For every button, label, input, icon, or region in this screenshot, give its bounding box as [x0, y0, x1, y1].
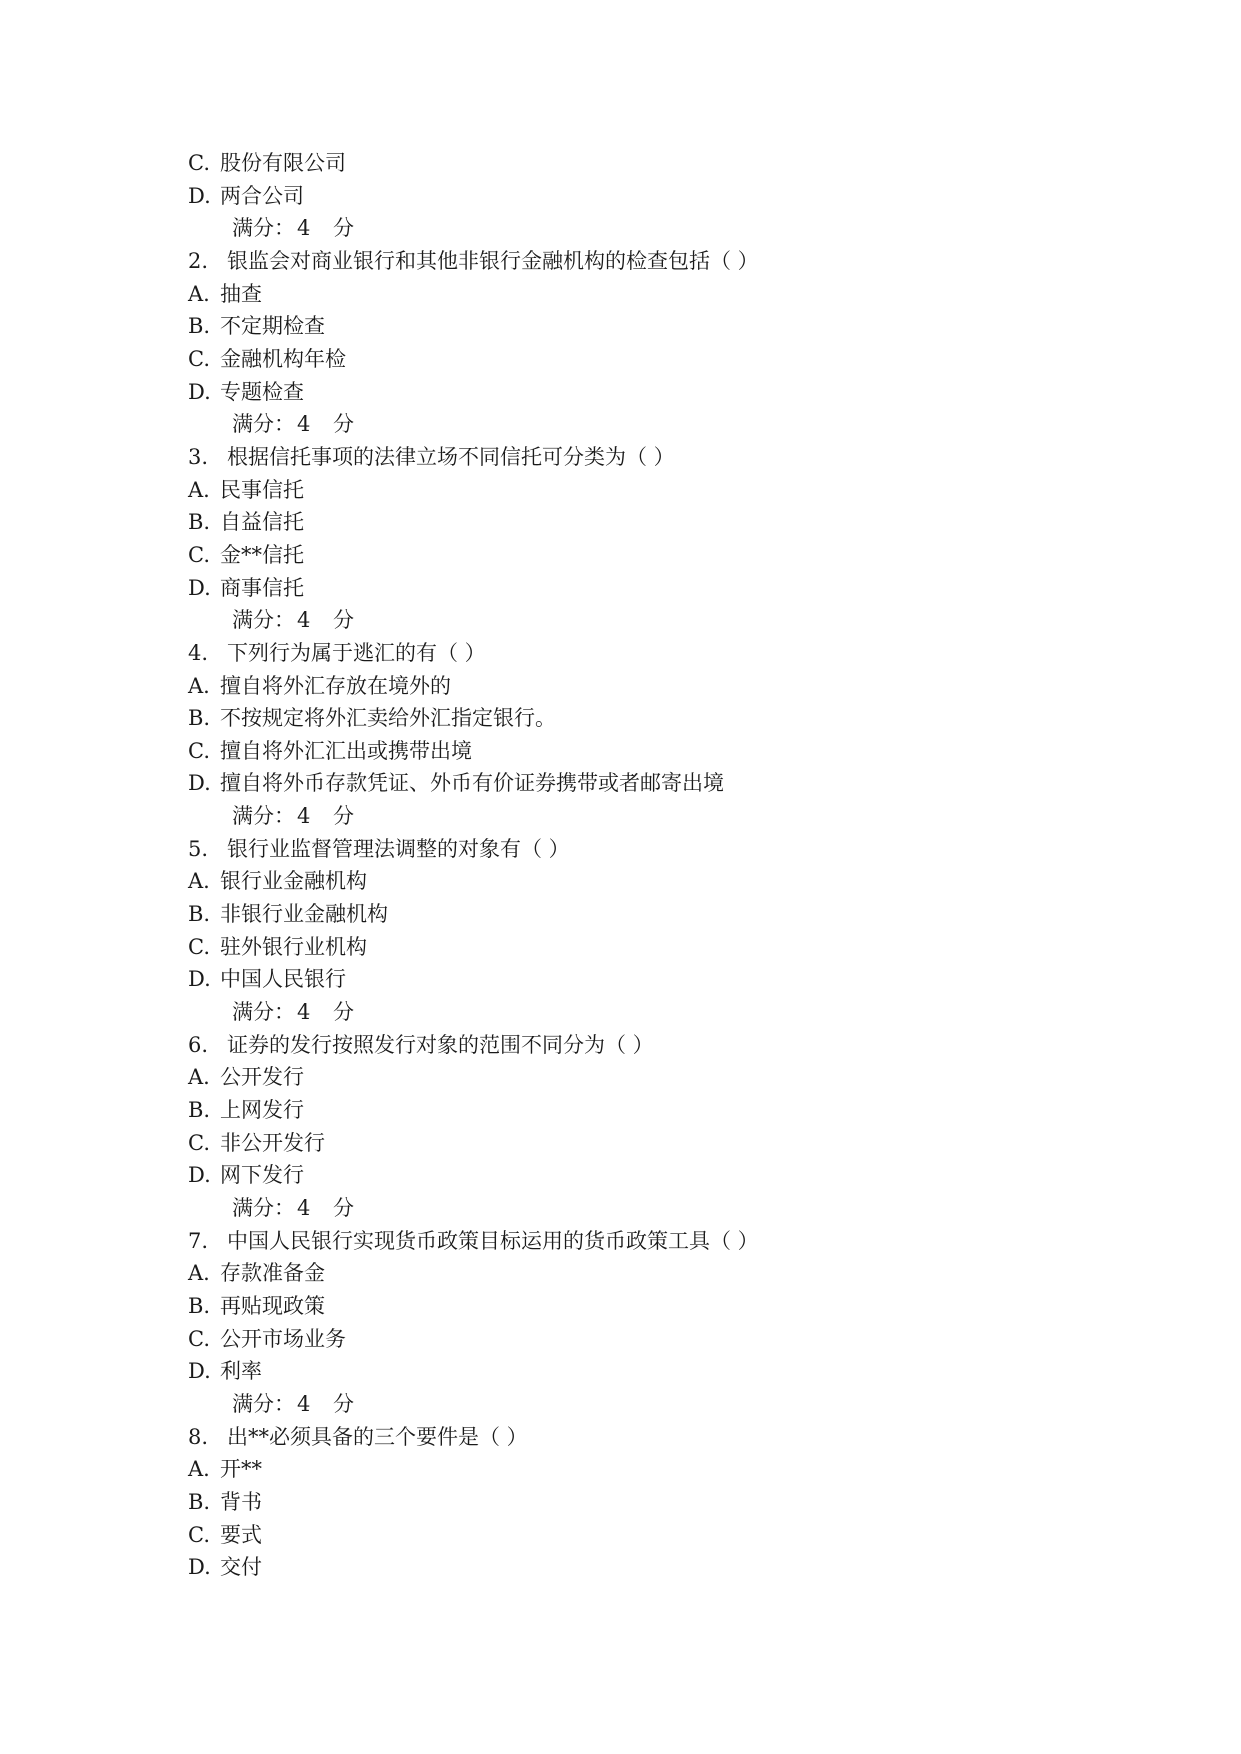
score-unit: 分: [333, 608, 354, 633]
score-line: [0, 212, 1241, 245]
score-label: 满分：: [232, 608, 295, 633]
option-text: 再贴现政策: [220, 1293, 325, 1318]
option-letter: B.: [188, 1293, 211, 1318]
option-letter: D.: [188, 379, 211, 404]
score-unit: 分: [333, 804, 354, 829]
answer-option: [0, 1486, 1241, 1519]
option-text: 非公开发行: [220, 1130, 325, 1155]
option-letter: C.: [188, 1326, 210, 1351]
score-value: 4: [297, 412, 311, 437]
option-letter: A.: [188, 477, 210, 502]
option-letter: A.: [188, 1261, 210, 1286]
question-text: 银行业监督管理法调整的对象有（ ）: [227, 836, 570, 861]
question-number: 3.: [188, 444, 209, 469]
question-line: [0, 1225, 1241, 1258]
score-value: 4: [297, 1196, 311, 1220]
option-text: 利率: [220, 1359, 262, 1384]
question-text: 出**必须具备的三个要件是（ ）: [227, 1424, 528, 1449]
option-letter: A.: [188, 1457, 210, 1482]
option-text: 金融机构年检: [220, 346, 346, 371]
option-text: 开**: [220, 1457, 262, 1482]
option-text: 非银行业金融机构: [220, 902, 388, 927]
option-text: 擅自将外汇汇出或携带出境: [220, 738, 472, 763]
answer-option: [0, 506, 1241, 539]
option-letter: D.: [188, 1163, 211, 1188]
option-text: 不按规定将外汇卖给外汇指定银行。: [220, 706, 556, 731]
score-value: 4: [297, 1391, 311, 1416]
question-line: [0, 1421, 1241, 1454]
answer-option: [0, 1257, 1241, 1290]
answer-option: [0, 1061, 1241, 1094]
question-line: [0, 833, 1241, 866]
answer-option: [0, 1127, 1241, 1160]
answer-option: [0, 1519, 1241, 1552]
score-label: 满分：: [232, 804, 295, 829]
option-letter: A.: [188, 1065, 210, 1090]
question-line: [0, 637, 1241, 670]
answer-option: [0, 474, 1241, 507]
score-label: 满分：: [232, 216, 295, 241]
option-text: 自益信托: [220, 510, 304, 535]
option-letter: B.: [188, 706, 211, 731]
answer-option: [0, 735, 1241, 768]
option-text: 存款准备金: [220, 1261, 325, 1286]
option-letter: C.: [188, 346, 210, 371]
answer-option: [0, 1323, 1241, 1356]
option-letter: C.: [188, 151, 210, 175]
option-text: 驻外银行业机构: [220, 934, 367, 959]
option-text: 抽查: [220, 281, 262, 306]
answer-option: [0, 1159, 1241, 1192]
question-text: 银监会对商业银行和其他非银行金融机构的检查包括（ ）: [227, 248, 759, 273]
score-line: [0, 800, 1241, 833]
score-line: [0, 604, 1241, 637]
option-text: 商事信托: [220, 575, 304, 600]
option-letter: C.: [188, 1522, 210, 1547]
answer-option: [0, 1355, 1241, 1388]
answer-option: [0, 702, 1241, 735]
option-text: 擅自将外汇存放在境外的: [220, 673, 451, 698]
option-letter: B.: [188, 1098, 211, 1123]
option-text: 专题检查: [220, 379, 304, 404]
answer-option: [0, 310, 1241, 343]
option-text: 金**信托: [220, 542, 304, 567]
question-number: 4.: [188, 640, 209, 665]
score-label: 满分：: [232, 412, 295, 437]
score-line: [0, 1388, 1241, 1421]
score-line: [0, 1192, 1241, 1225]
option-text: 两合公司: [220, 183, 304, 208]
score-value: 4: [297, 804, 311, 829]
answer-option: [0, 180, 1241, 213]
option-text: 背书: [220, 1489, 262, 1514]
option-text: 公开市场业务: [220, 1326, 346, 1351]
question-text: 中国人民银行实现货币政策目标运用的货币政策工具（ ）: [227, 1228, 759, 1253]
option-letter: B.: [188, 1489, 211, 1514]
option-letter: A.: [188, 673, 210, 698]
option-letter: C.: [188, 738, 210, 763]
option-text: 中国人民银行: [220, 967, 346, 992]
option-letter: B.: [188, 902, 211, 927]
score-unit: 分: [333, 1000, 354, 1025]
question-number: 5.: [188, 836, 209, 861]
answer-option: [0, 278, 1241, 311]
answer-option: [0, 572, 1241, 605]
exam-document: [0, 147, 1241, 1584]
option-text: 银行业金融机构: [220, 869, 367, 894]
option-text: 公开发行: [220, 1065, 304, 1090]
option-letter: C.: [188, 934, 210, 959]
question-number: 2.: [188, 248, 209, 273]
answer-option: [0, 343, 1241, 376]
option-letter: D.: [188, 771, 211, 796]
question-number: 7.: [188, 1228, 209, 1253]
score-label: 满分：: [232, 1391, 295, 1416]
answer-option: [0, 898, 1241, 931]
answer-option: [0, 376, 1241, 409]
option-text: 要式: [220, 1522, 262, 1547]
option-letter: A.: [188, 869, 210, 894]
score-unit: 分: [333, 1391, 354, 1416]
option-text: 交付: [220, 1555, 262, 1580]
question-line: [0, 441, 1241, 474]
option-text: 民事信托: [220, 477, 304, 502]
score-label: 满分：: [232, 1000, 295, 1025]
answer-option: [0, 963, 1241, 996]
score-value: 4: [297, 216, 311, 241]
question-text: 证券的发行按照发行对象的范围不同分为（ ）: [227, 1032, 654, 1057]
answer-option: [0, 147, 1241, 180]
question-line: [0, 1029, 1241, 1062]
option-text: 网下发行: [220, 1163, 304, 1188]
question-text: 根据信托事项的法律立场不同信托可分类为（ ）: [227, 444, 675, 469]
answer-option: [0, 670, 1241, 703]
score-unit: 分: [333, 412, 354, 437]
question-number: 8.: [188, 1424, 209, 1449]
option-letter: D.: [188, 575, 211, 600]
answer-option: [0, 1551, 1241, 1584]
score-unit: 分: [333, 1196, 354, 1220]
option-text: 擅自将外币存款凭证、外币有价证券携带或者邮寄出境: [220, 771, 724, 796]
answer-option: [0, 539, 1241, 572]
option-letter: D.: [188, 967, 211, 992]
score-value: 4: [297, 1000, 311, 1025]
score-line: [0, 408, 1241, 441]
option-letter: B.: [188, 510, 211, 535]
option-text: 不定期检查: [220, 314, 325, 339]
answer-option: [0, 1290, 1241, 1323]
answer-option: [0, 767, 1241, 800]
option-letter: D.: [188, 1359, 211, 1384]
option-letter: D.: [188, 1555, 211, 1580]
option-text: 股份有限公司: [220, 151, 346, 175]
option-letter: D.: [188, 183, 211, 208]
option-letter: C.: [188, 542, 210, 567]
answer-option: [0, 931, 1241, 964]
option-letter: B.: [188, 314, 211, 339]
answer-option: [0, 1453, 1241, 1486]
score-line: [0, 996, 1241, 1029]
answer-option: [0, 865, 1241, 898]
score-label: 满分：: [232, 1196, 295, 1220]
option-text: 上网发行: [220, 1098, 304, 1123]
question-number: 6.: [188, 1032, 209, 1057]
question-line: [0, 245, 1241, 278]
answer-option: [0, 1094, 1241, 1127]
option-letter: C.: [188, 1130, 210, 1155]
option-letter: A.: [188, 281, 210, 306]
question-text: 下列行为属于逃汇的有（ ）: [227, 640, 486, 665]
score-unit: 分: [333, 216, 354, 241]
score-value: 4: [297, 608, 311, 633]
